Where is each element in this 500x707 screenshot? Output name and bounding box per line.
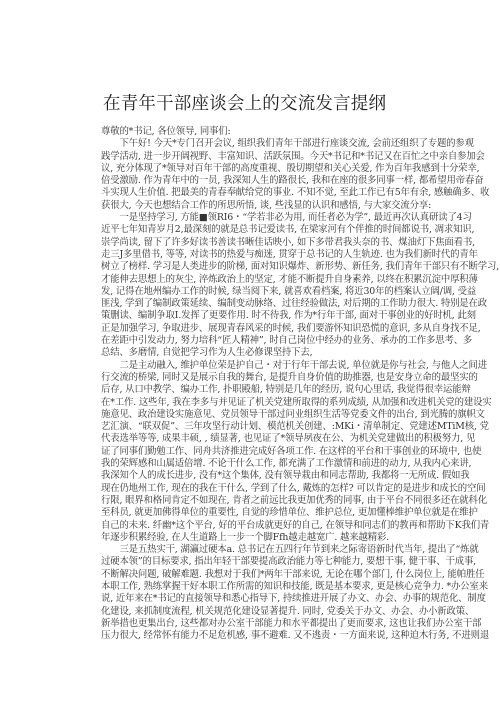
body-line: 获很大, 今天也想结合工作的所思所悟, 谈, 些浅显的认识和感悟, 与大家交流分享:	[101, 199, 432, 211]
body-line: 崇学尚读, 留下了许多好读书善读书晰佳话映小, 如下多带君我头奈的书、煤油灯下焦面看书,	[101, 236, 475, 248]
body-line: 不断解决问题, 破解难题. 我想对于我们*两年干部来说, 无论在哪个部门, 什么岗位上, 能帕胜任	[101, 568, 485, 580]
body-line: 树立了榜样. 学习是人类进步的阶梯, 面对知识爆炸、新形势、新任务, 我们青年干部只有不断学习,	[101, 261, 500, 273]
body-line: 过硬本领”的目标要求, 指出年轻干部要提高政治能力等七种能力, 要想干事, 健干事、干成事,	[101, 556, 477, 568]
body-line: 自己的未来. 纤幽*这个平台, 好的平台成就更好的自己, 在领导和同志们的教再和帮助下K我们青	[101, 519, 490, 531]
body-line: 近平七年知青岁月2,最深刻的就是总书记爱读书, 在梁家河有个伴推的时间都说书, 凋求知识,	[101, 224, 475, 236]
body-line: 艺汇演、“联双促”、三年攻坚行动计划、模范机关创建、:MKi・清单制定、党建述MTiM核, 党	[101, 421, 489, 433]
body-line: 在差距中引发动力, 努力培科“匠人精神”, 时自己岗位中经办的业务、承办的工作多思考、多	[101, 335, 473, 347]
body-line: 议, 充分体现了*领导对百年干部的高度重视、殷切期望和关心关爱, 作为百年我感到十分荣幸,	[101, 162, 480, 174]
body-line: 我的荣辉感和山属适倍增. 不论干什么工作, 都充满了工作激情和前进的动力, 从我内心来讲,	[101, 458, 472, 470]
body-line: 压力很大, 经常怀有能力不足危机感, 事不避难. 又不逃责・一方面来说, 这种迫木行务, 不进则退	[101, 630, 490, 642]
body-line: 下午好! 今天*专门召开会议, 组织我们青年干部进行座谈交流, 会前还组织了专题的参观	[101, 138, 474, 150]
body-line: 至科员, 就更加佛得单位的重要性, 自觉的珍惜单位、维护总位, 更加懂棒维护单位就是在维护	[101, 507, 478, 519]
body-line	[101, 642, 401, 654]
body-line: 发, 记得在地州编办工作的时候, 绿当阅下来, 就喜欢看档案, 将近30年的档案认立阔/调, 受益	[101, 285, 477, 297]
body-line: 新举措也更集出台, 这些都对办公室干部能力和水平都提出了更而要求, 这也让我们办公室干部	[101, 617, 482, 629]
body-line: 总结、多磨情, 自觉把学习作为人生必修课坚持下去,	[101, 347, 313, 359]
body-line: 走三J多里借书, 等等, 对读书的热爱与痴迷, 贯穿于总书记的人生轨迹. 也为我们新时代的青年	[101, 248, 478, 260]
body-line: 我深知个人的成长进步, 没有*这个集体, 没有领导栽由和同志帮助, 我都将一无所成. 假如我	[101, 470, 470, 482]
body-line: 在*工作. 这些年, 我在李多与并见证了机关党建所取得的系列成绩, 从加强和改进机关党的建设实	[101, 396, 492, 408]
body-line: 三是五热实干, 湖瀛过硬本a. 总书记在五四行年节到来之际寄语新时代当年, 提出了“炼就	[101, 544, 479, 556]
body-line: 匪浅, 学到了编制政策延续、编制变动脉络、过往经验做法, 对后期的工作助力很大. 特别是在政	[101, 298, 487, 310]
body-line: 现在仍地州工作, 现在的我在干什么, 学到了什么, 戴炼的怎样? 可以肯定的是进步和成长的空间	[101, 482, 486, 494]
document-title: 在青年干部座谈会上的交流发言提纲	[103, 94, 387, 114]
body-line: 一是坚持学习, 方能■领RI6・“学若非必为用, 而任者必为学”, 最近再次认真研读了4习	[101, 212, 472, 224]
body-line: 斗实现人生价值. 把最美的青春奉献给党的事业. 不知不觉, 至此工作已有5年有余, 感触确多、收	[101, 187, 490, 199]
body-line	[101, 655, 401, 667]
body-line: 才能伸去思想上的灰尘, 淬炼政治上的坚定, 才能不断提升自身素养, 以终在积累沉淀中厚积薄	[101, 273, 478, 285]
body-line: 年逐步积累经验, 在人生道路上一步一个脚Ffh越走越宽广. 越来越精彩.	[101, 531, 390, 543]
body-line: 化建设, 来抓制度流程, 机关规范化建设显著提升. 同时, 党委关于办文、办会、办小新政策、	[101, 605, 475, 617]
body-line: 行限, 眼界和格同肯定不如现在, 肯者之前远比我更加优秀的同事, 由于平台不同很多还在就科化	[101, 494, 487, 506]
document-body	[101, 126, 500, 667]
body-line: 正是加强学习, 争取进步、展现青春风采的时候, 我们要游怀知识恐慌的意识, 多从自身找不足,	[101, 322, 481, 334]
body-line: 倍受激励. 作为青年中的一员, 我深知人生的路很长, 我和在座的很多同事一样, 都希望用帝春奋	[101, 175, 484, 187]
body-line: 践学活动, 进一步开阔视野、丰富知识、活跃氛围。今天*书记和*书记又在百忙之中亲自参加会	[101, 150, 485, 162]
body-line: 代表选举等等, 成果丰硕, , 绩显著, 也见证了*领导夙夜在公、为机关党建做出的积极努力, 见	[101, 433, 476, 445]
body-line: 说, 近年来在*书记的直接领导和悉心指导下, 持续推进开展了办文、办会、办事的规范化、制度	[101, 593, 486, 605]
body-line: 尊敬的*书记, 各位领导, 同事们:	[101, 126, 231, 137]
body-line: 策删读、编制争取I.发挥了更要作用. 时不待我, 作为*行年干部, 面对干事创业的好时机, 此刻	[101, 310, 476, 322]
body-line: 二是主动融入, 维护单位荣是护自己・对于行年干部去说, 单位就是你与社会, 与他人之间进	[101, 359, 487, 371]
body-line: 施意见、政治建设实施意见、党员领导干部过问业组织生活等党委文件的出台, 到光腾的旗帜文	[101, 408, 485, 420]
body-line: 本职工作, 熟练掌握干好本职工作所需的知识和技能, 既是基本要求, 更是核心竞争力. *办公室来	[101, 580, 488, 592]
body-line: 后存, 从口中教学、编办工作, 扑职殿船, 特别是几年的经历, 说句心里话, 我觉得很幸运能辩	[101, 384, 471, 396]
body-line: 证了同事们勤勉工作、同舟共济推进完成好各项工作. 在这样的平台和干事创业的环境中, 也使	[101, 445, 482, 457]
body-line: 行交流的桥梁, 同时又是展示自我的舞台, 是提升自身价值的助推器, 也是安身立命的最坚实的	[101, 371, 478, 383]
